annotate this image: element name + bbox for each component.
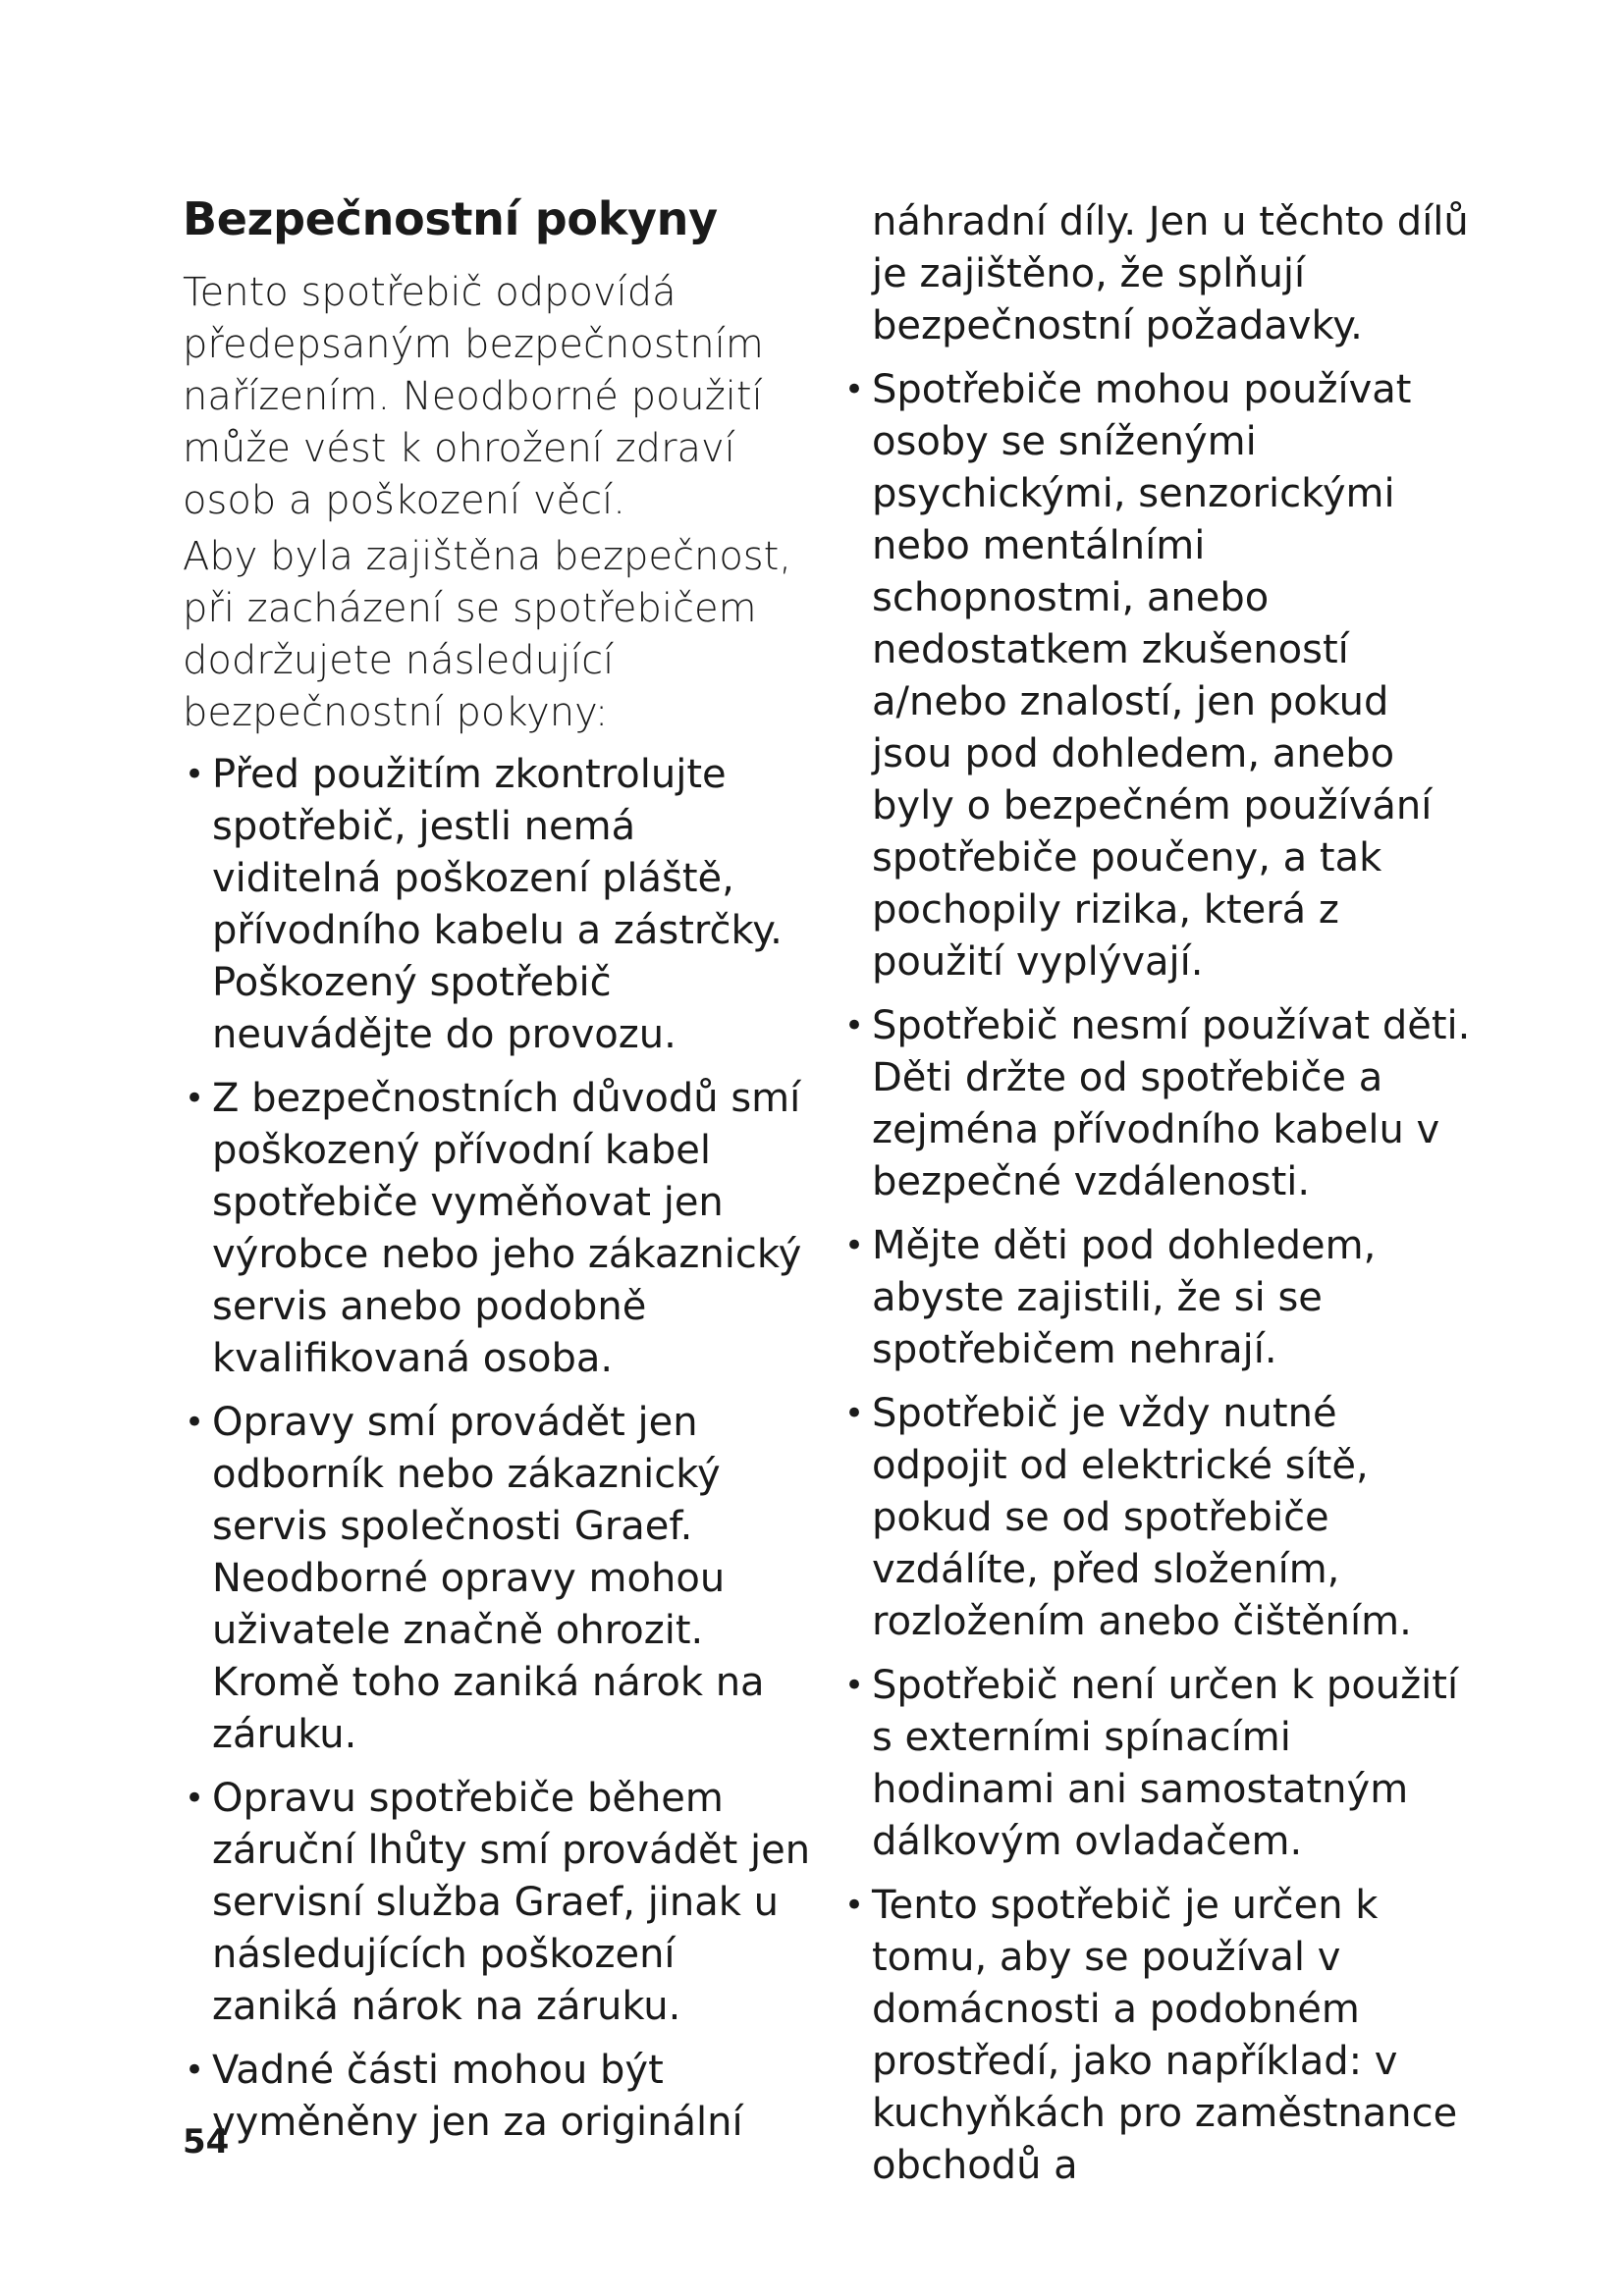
left-column (183, 187, 811, 2161)
list-item-text: Tento spotřebič je určen k tomu, aby se používal v domácnosti a podobném prostředí, jako například: v kuchyňkách pro zaměstnance obchodů a (872, 1883, 1458, 2188)
list-item-continuation: náhradní díly. Jen u těchto dílů je zajištěno, že splňují bezpečnostní požadavky. (872, 199, 1469, 348)
list-item (842, 364, 1471, 988)
list-item-text: Spotřebič je vždy nutné odpojit od elektrické sítě, pokud se od spotřebiče vzdálíte, před složením, rozložením anebo čištěním. (872, 1391, 1412, 1644)
bullet-icon: • (185, 1779, 205, 1818)
bullet-icon: • (185, 2051, 205, 2090)
list-item (183, 749, 811, 1061)
bullet-icon: • (844, 1006, 865, 1045)
section-heading: Bezpečnostní pokyny (183, 192, 718, 245)
bullet-icon: • (844, 1886, 865, 1925)
left-safety-list (183, 749, 811, 2149)
right-safety-list (842, 364, 1471, 2192)
list-item-text: Spotřebiče mohou používat osoby se sníženými psychickými, senzorickými nebo mentálními schopnostmi, anebo nedostatkem zkušeností a/nebo znalostí, jen pokud jsou pod dohledem, anebo byly o bezpečném používání spotřebiče poučeny, a tak pochopily rizika, která z použití vyplývají. (872, 367, 1433, 985)
list-item (183, 1397, 811, 1761)
page-number: 54 (183, 2122, 230, 2162)
bullet-icon: • (844, 1226, 865, 1265)
list-item-text: Spotřebič nesmí používat děti. Děti držte od spotřebiče a zejména přívodního kabelu v bezpečné vzdálenosti. (872, 1003, 1471, 1204)
bullet-icon: • (844, 1666, 865, 1705)
bullet-icon: • (844, 1394, 865, 1433)
list-item (842, 1880, 1471, 2192)
list-item-text: Před použitím zkontrolujte spotřebič, jestli nemá viditelná poškození pláště, přívodního kabelu a zástrčky. Poškozený spotřebič neuvádějte do provozu. (212, 752, 783, 1057)
intro-paragraph-1: Tento spotřebič odpovídá předepsaným bezpečnostním nařízením. Neodborné použití může vést k ohrožení zdraví osob a poškození věcí. (183, 270, 764, 523)
bullet-icon: • (185, 1079, 205, 1118)
list-item (183, 1073, 811, 1385)
list-item (842, 1660, 1471, 1868)
list-item-text: Opravy smí provádět jen odborník nebo zákaznický servis společnosti Graef. Neodborné opravy mohou uživatele značně ohrozit. Kromě toho zaniká nárok na záruku. (212, 1400, 765, 1757)
list-item (183, 1773, 811, 2033)
bullet-icon: • (185, 1403, 205, 1442)
list-item (183, 2045, 811, 2149)
list-item-text: Z bezpečnostních důvodů smí poškozený přívodní kabel spotřebiče vyměňovat jen výrobce nebo jeho zákaznický servis anebo podobně kvalifikovaná osoba. (212, 1076, 802, 1381)
bullet-icon: • (185, 755, 205, 794)
right-column (842, 196, 1471, 2204)
list-item-text: Mějte děti pod dohledem, abyste zajistili, že si se spotřebičem nehrají. (872, 1223, 1377, 1372)
list-item (842, 1388, 1471, 1648)
list-item-text: Spotřebič není určen k použití s externími spínacími hodinami ani samostatným dálkovým ovladačem. (872, 1663, 1459, 1864)
list-item-text: Vadné části mohou být vyměněny jen za originální (212, 2048, 743, 2145)
intro-paragraph-2: Aby byla zajištěna bezpečnost, při zacházení se spotřebičem dodržujete následující bezpečnostní pokyny: (183, 534, 792, 735)
list-item (842, 1220, 1471, 1376)
list-item (842, 1000, 1471, 1208)
list-item-text: Opravu spotřebiče během záruční lhůty smí provádět jen servisní služba Graef, jinak u následujících poškození zaniká nárok na záruku. (212, 1776, 811, 2029)
bullet-icon: • (844, 370, 865, 409)
